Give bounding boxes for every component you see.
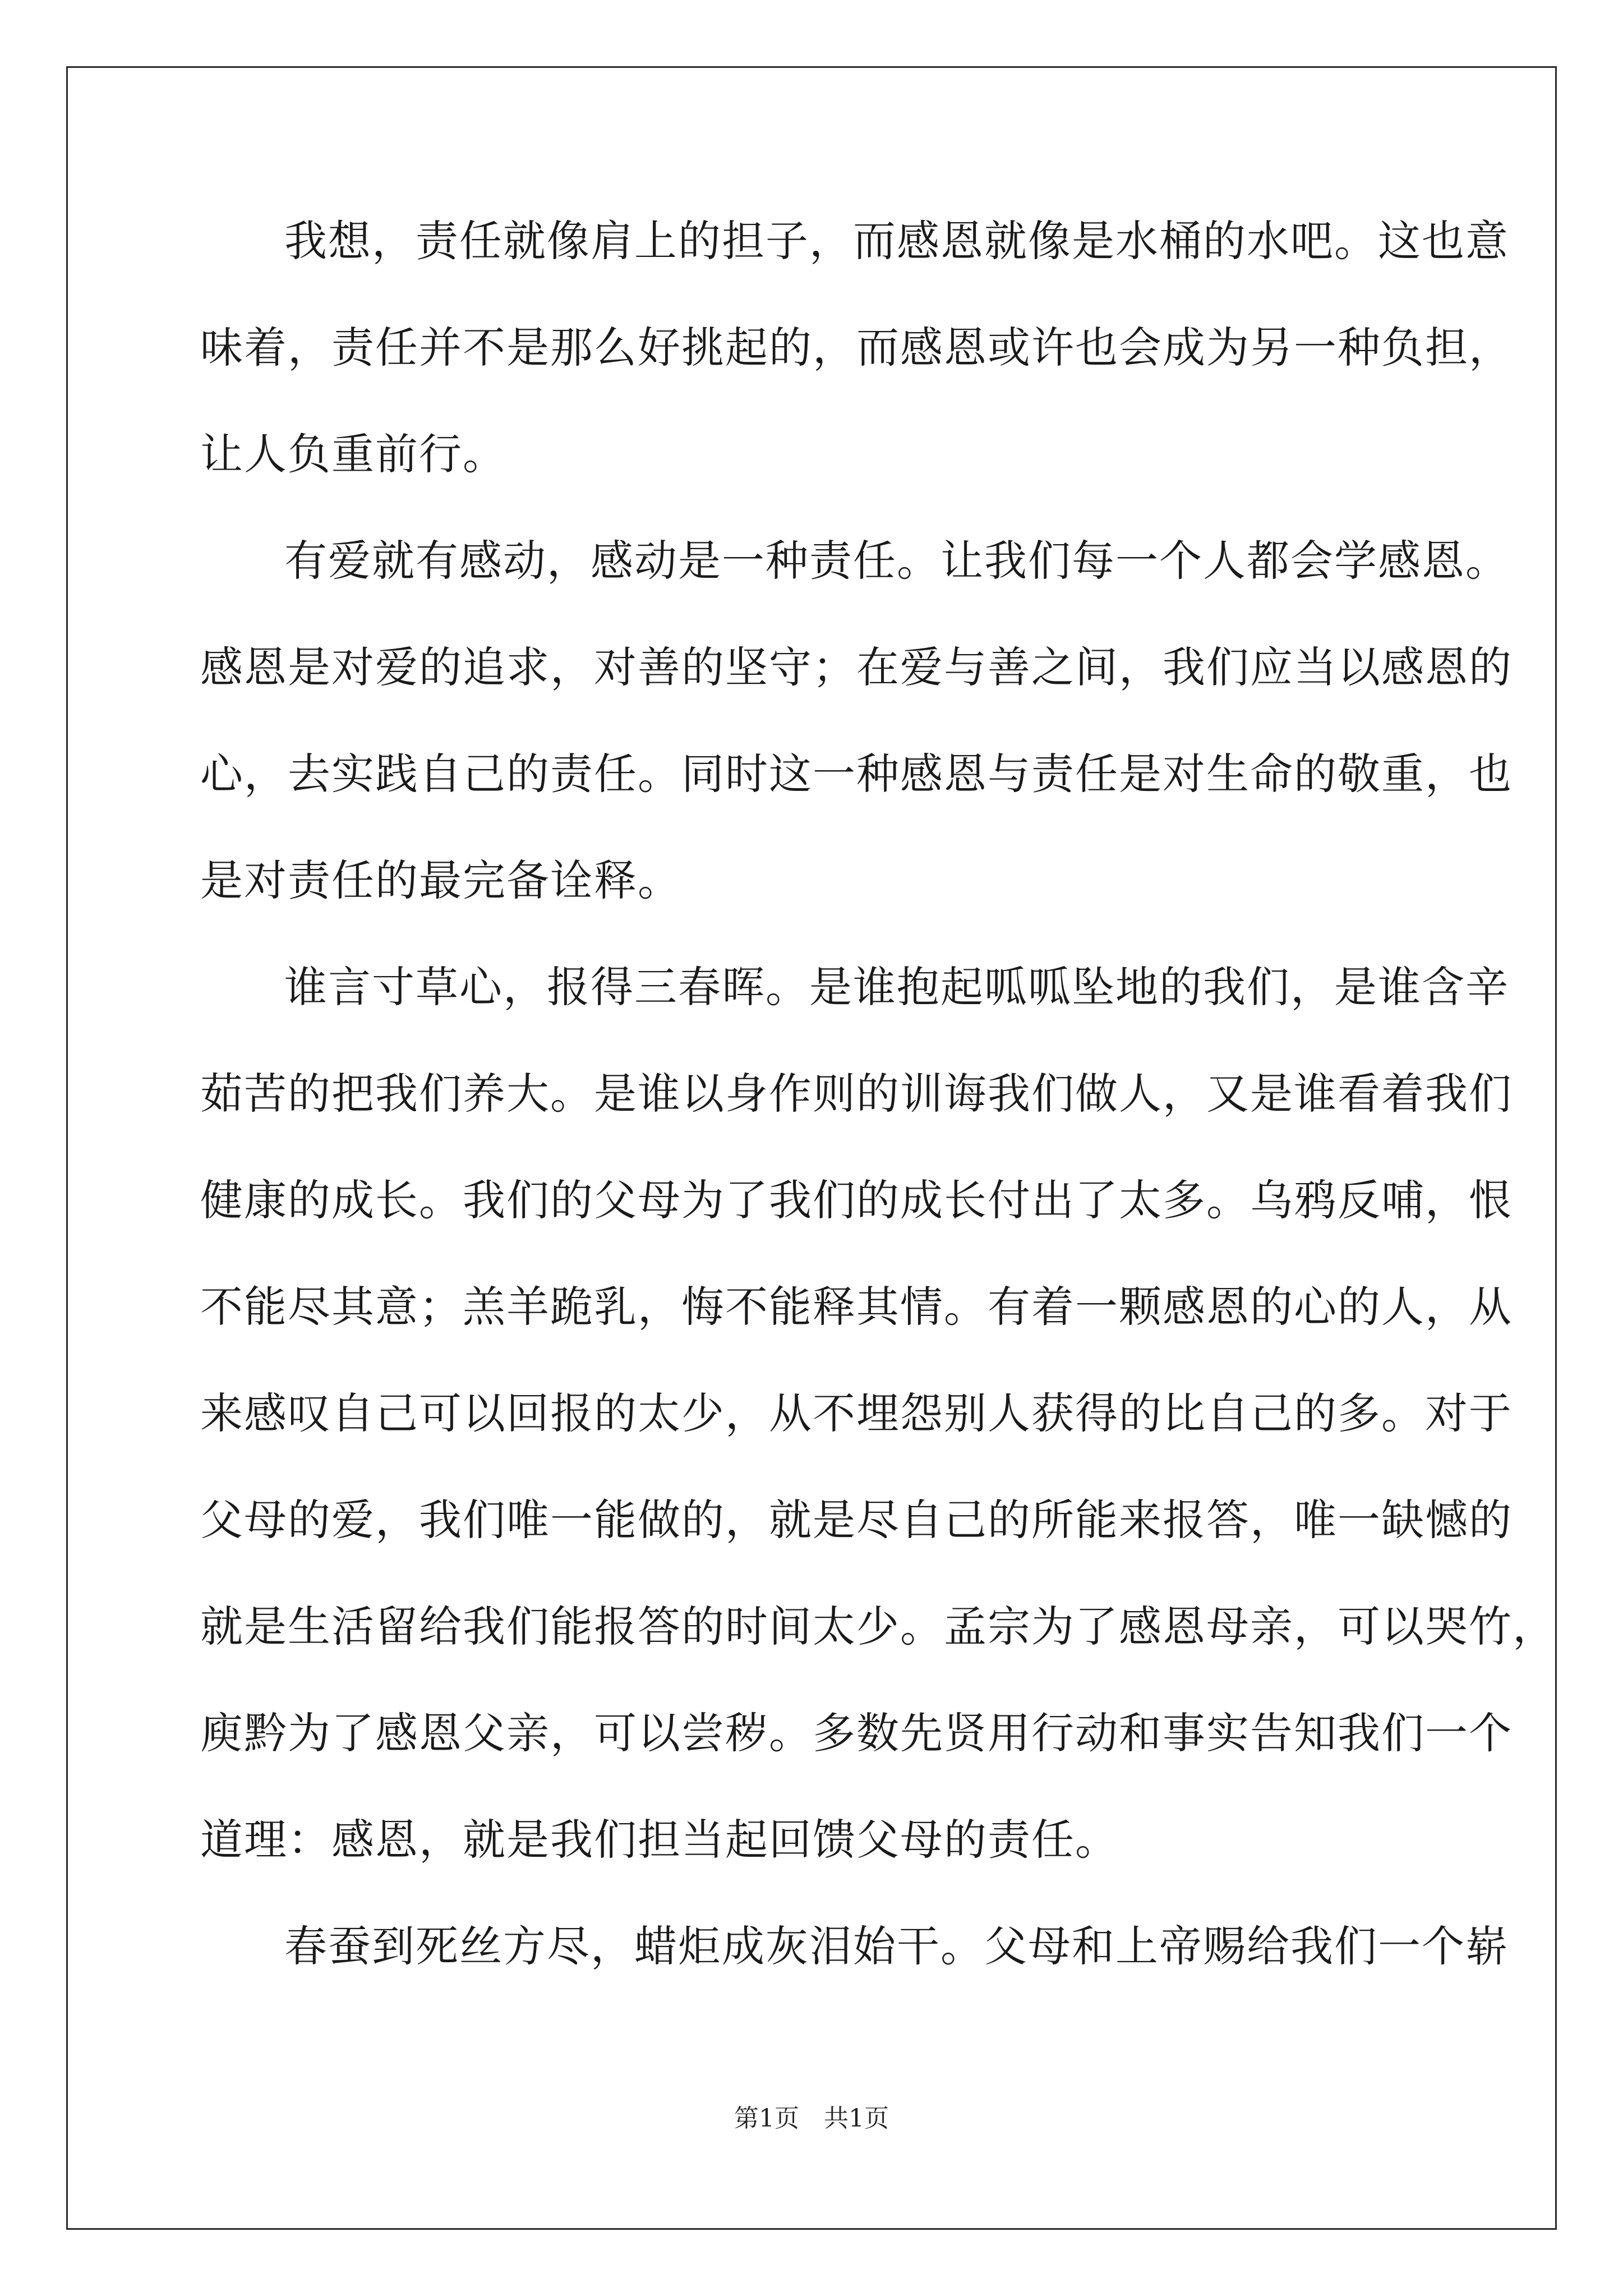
text-line: 有爱就有感动，感动是一种责任。让我们每一个人都会学感恩。 xyxy=(284,536,1509,586)
text-line: 感恩是对爱的追求，对善的坚守；在爱与善之间，我们应当以感恩的 xyxy=(200,642,1513,692)
text-line: 我想，责任就像肩上的担子，而感恩就像是水桶的水吧。这也意 xyxy=(284,216,1509,266)
text-line: 味着，责任并不是那么好挑起的，而感恩或许也会成为另一种负担， xyxy=(200,323,1513,372)
page-footer: 第1页 共1页 xyxy=(734,2104,889,2133)
text-line: 不能尽其意；羔羊跪乳，悔不能释其情。有着一颗感恩的心的人，从 xyxy=(200,1282,1513,1332)
text-line: 来感叹自己可以回报的太少，从不埋怨别人获得的比自己的多。对于 xyxy=(200,1388,1513,1438)
text-line: 春蚕到死丝方尽，蜡炬成灰泪始干。父母和上帝赐给我们一个崭 xyxy=(284,1921,1509,1971)
document-body xyxy=(200,213,1556,2025)
text-line: 谁言寸草心，报得三春晖。是谁抱起呱呱坠地的我们，是谁含辛 xyxy=(284,962,1509,1012)
paragraph-2 xyxy=(200,533,1513,959)
paragraph-4 xyxy=(200,1918,1509,2025)
text-line: 父母的爱，我们唯一能做的，就是尽自己的所能来报答，唯一缺憾的 xyxy=(200,1495,1513,1545)
text-line: 道理：感恩，就是我们担当起回馈父母的责任。 xyxy=(200,1815,1119,1865)
text-line: 就是生活留给我们能报答的时间太少。孟宗为了感恩母亲，可以哭竹， xyxy=(200,1602,1556,1651)
paragraph-1 xyxy=(200,213,1513,533)
text-line: 是对责任的最完备诠释。 xyxy=(200,855,681,905)
paragraph-3 xyxy=(200,959,1556,1918)
text-line: 茹苦的把我们养大。是谁以身作则的训诲我们做人，又是谁看着我们 xyxy=(200,1069,1513,1119)
text-line: 庾黔为了感恩父亲，可以尝秽。多数先贤用行动和事实告知我们一个 xyxy=(200,1708,1513,1758)
text-line: 让人负重前行。 xyxy=(200,429,506,479)
text-line: 健康的成长。我们的父母为了我们的成长付出了太多。乌鸦反哺，恨 xyxy=(200,1175,1513,1225)
text-line: 心，去实践自己的责任。同时这一种感恩与责任是对生命的敬重，也 xyxy=(200,749,1513,799)
